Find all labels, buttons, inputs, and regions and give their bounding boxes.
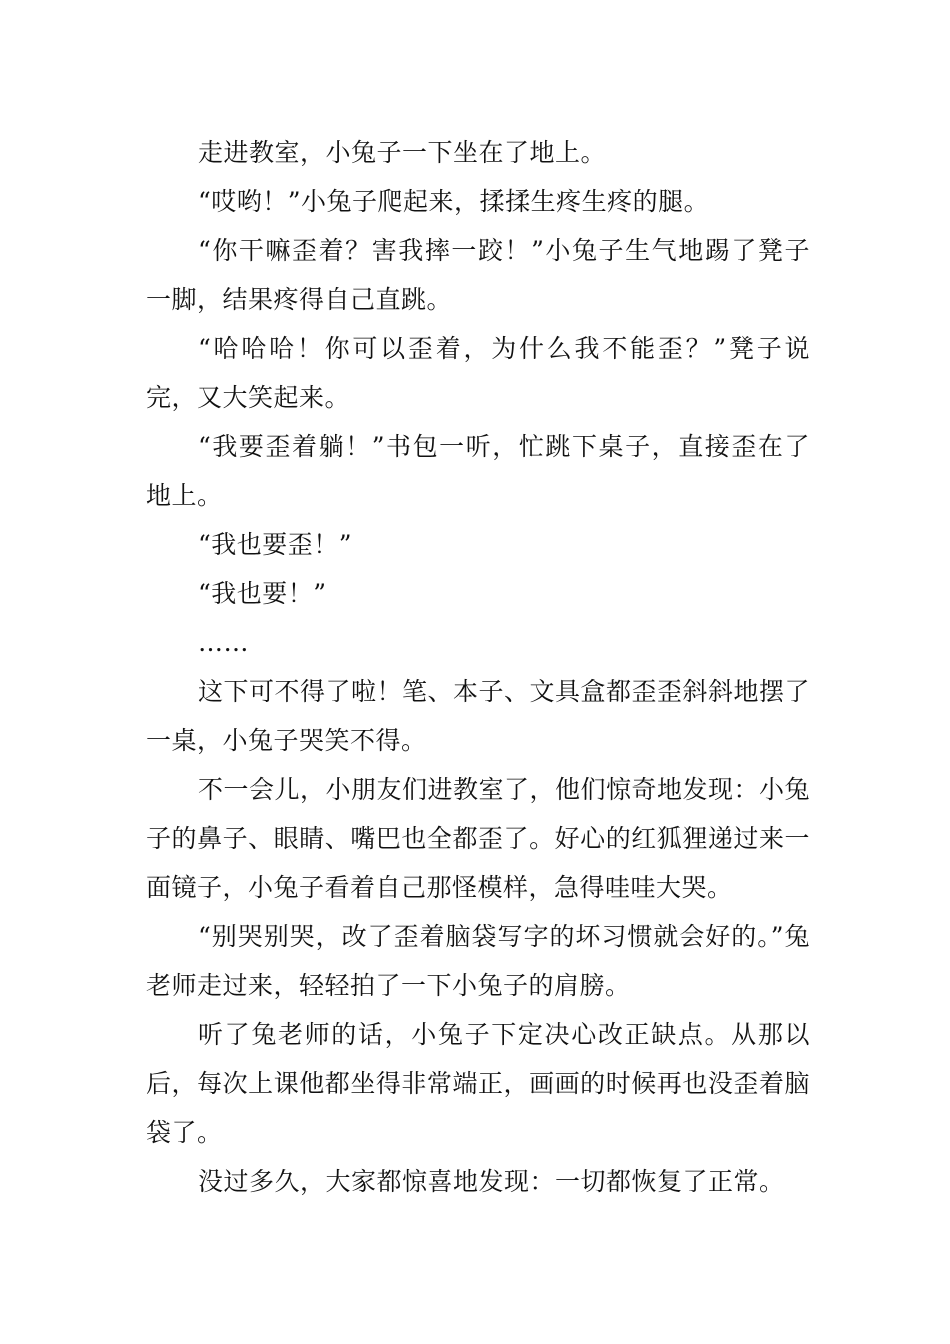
paragraph-11: “别哭别哭，改了歪着脑袋写字的坏习惯就会好的。”兔老师走过来，轻轻拍了一下小兔子的肩膀。 — [146, 922, 810, 1000]
paragraph-ellipsis: …… — [198, 628, 249, 657]
paragraph-2: “哎哟！”小兔子爬起来，揉揉生疼生疼的腿。 — [198, 187, 710, 216]
paragraph-1: 走进教室，小兔子一下坐在了地上。 — [198, 138, 607, 167]
paragraph-10: 不一会儿，小朋友们进教室了，他们惊奇地发现：小兔子的鼻子、眼睛、嘴巴也全都歪了。好心的红狐狸递过来一面镜子，小兔子看着自己那怪模样，急得哇哇大哭。 — [146, 775, 811, 902]
document-body — [146, 128, 810, 1206]
paragraph-13: 没过多久，大家都惊喜地发现：一切都恢复了正常。 — [198, 1167, 785, 1196]
paragraph-9: 这下可不得了啦！笔、本子、文具盒都歪歪斜斜地摆了一桌，小兔子哭笑不得。 — [146, 677, 811, 755]
paragraph-4: “哈哈哈！你可以歪着，为什么我不能歪？”凳子说完，又大笑起来。 — [146, 334, 810, 412]
paragraph-5: “我要歪着躺！”书包一听，忙跳下桌子，直接歪在了地上。 — [146, 432, 810, 510]
paragraph-3: “你干嘛歪着？害我摔一跤！”小兔子生气地踢了凳子一脚，结果疼得自己直跳。 — [146, 236, 810, 314]
paragraph-12: 听了兔老师的话，小兔子下定决心改正缺点。从那以后，每次上课他都坐得非常端正，画画的时候再也没歪着脑袋了。 — [146, 1020, 810, 1147]
paragraph-7: “我也要！” — [198, 579, 327, 608]
paragraph-6: “我也要歪！” — [198, 530, 353, 559]
